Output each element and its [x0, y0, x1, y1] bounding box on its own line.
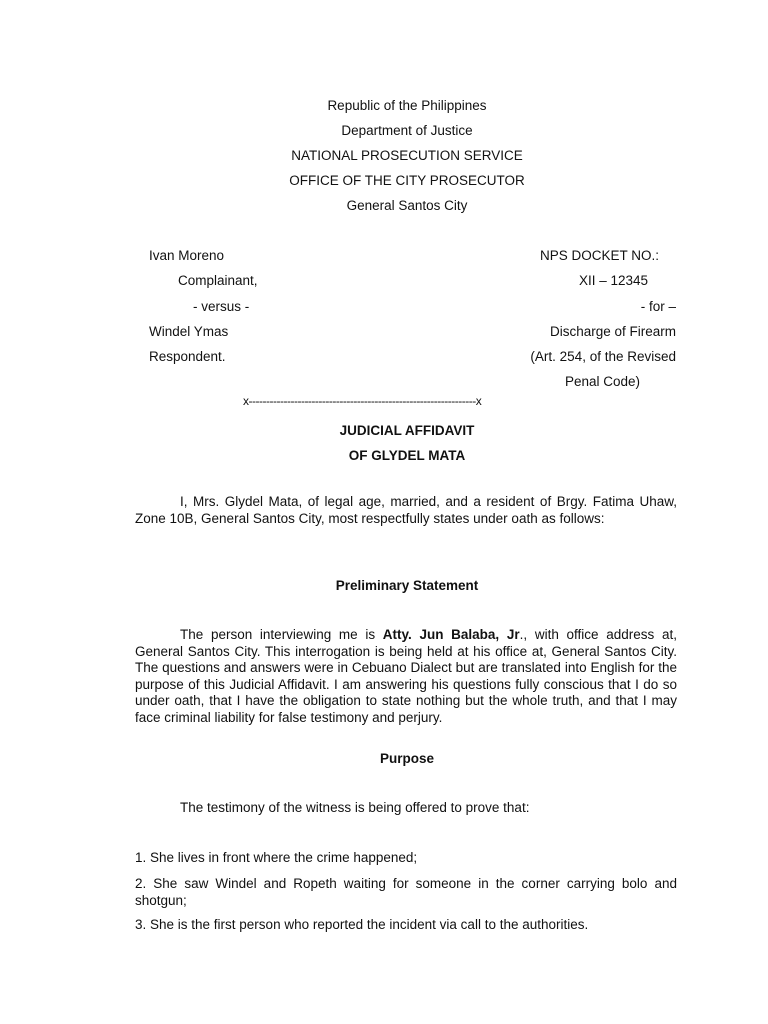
header-republic: Republic of the Philippines: [327, 98, 487, 113]
caption-separator: x-----------------------------------------------------------------x: [243, 394, 482, 408]
affidavit-title: [0, 418, 768, 468]
offense-reference-2: Penal Code): [564, 374, 640, 390]
title-line-1: JUDICIAL AFFIDAVIT: [339, 423, 475, 438]
purpose-item-2: 2. She saw Windel and Ropeth waiting for someone in the corner carrying bolo and shotgun;: [135, 876, 677, 908]
header-service: NATIONAL PROSECUTION SERVICE: [291, 148, 523, 163]
header-city: General Santos City: [346, 198, 468, 213]
preliminary-text-start: The person interviewing me is: [180, 627, 383, 642]
docket-label: NPS DOCKET NO.:: [539, 248, 659, 263]
complainant-label: Complainant,: [178, 273, 258, 289]
header-department: Department of Justice: [341, 123, 473, 138]
preliminary-text-rest: ., with office address at, General Santos City. This interrogation is being held at his office at, General Santos City. The questions and answers were in Cebuano Dialect but are translated into English for the purpose of this Judicial Affidavit. I am answering his questions fully conscious that I do so under oath, that I have the obligation to state nothing but the whole truth, and that I may face criminal liability for false testimony and perjury.: [135, 627, 677, 725]
respondent-label: Respondent.: [149, 349, 226, 365]
purpose-statement: The testimony of the witness is being offered to prove that:: [180, 800, 530, 815]
document-header: [0, 93, 768, 218]
header-office: OFFICE OF THE CITY PROSECUTOR: [289, 173, 525, 188]
intro-text: I, Mrs. Glydel Mata, of legal age, married, and a resident of Brgy. Fatima Uhaw, Zone 10B, General Santos City, most respectfully states under oath as follows:: [135, 494, 677, 526]
case-docket: [530, 243, 676, 395]
interviewer-name: Atty. Jun Balaba, Jr: [382, 627, 520, 642]
preliminary-heading: Preliminary Statement: [335, 578, 479, 593]
for-label: - for –: [640, 298, 676, 314]
respondent-name: Windel Ymas: [149, 323, 229, 339]
offense-reference-1: (Art. 254, of the Revised: [530, 349, 676, 365]
offense-name: Discharge of Firearm: [549, 323, 676, 339]
purpose-item-1: 1. She lives in front where the crime happened;: [135, 850, 418, 865]
versus-label: - versus -: [193, 298, 250, 314]
docket-number: XII – 12345: [578, 273, 648, 289]
complainant-name: Ivan Moreno: [149, 248, 225, 263]
title-line-2: OF GLYDEL MATA: [348, 448, 466, 463]
intro-paragraph: [135, 494, 677, 527]
purpose-item-3: 3. She is the first person who reported the incident via call to the authorities.: [135, 917, 589, 932]
case-parties: [149, 243, 258, 369]
preliminary-paragraph: [135, 627, 677, 726]
purpose-heading: Purpose: [379, 751, 434, 766]
